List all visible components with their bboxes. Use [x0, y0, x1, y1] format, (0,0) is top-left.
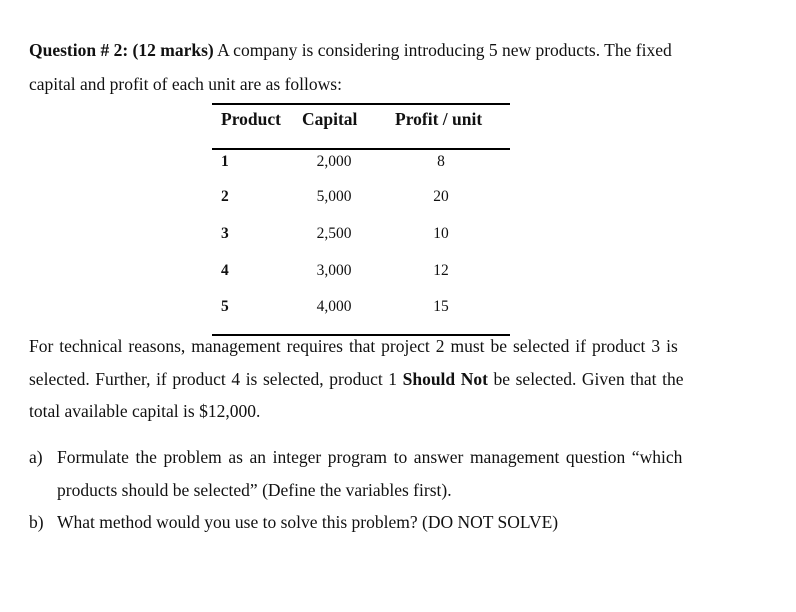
row-2-product: 2 [221, 188, 229, 205]
row-1-profit: 8 [437, 153, 445, 170]
row-3-profit: 10 [433, 225, 449, 242]
table-header-rule [212, 148, 510, 150]
row-5-product: 5 [221, 298, 229, 315]
row-1-capital: 2,000 [316, 153, 352, 170]
row-3-product: 3 [221, 225, 229, 242]
header-profit-per-unit: Profit / unit [395, 109, 483, 129]
body-line-2-text-a: selected. Further, if product 4 is selected, product 1 [29, 369, 403, 389]
part-b-marker: b) [29, 512, 44, 532]
row-4-profit: 12 [433, 262, 449, 279]
row-5-profit: 15 [433, 298, 449, 315]
body-line-3: total available capital is $12,000. [29, 401, 261, 421]
part-b-line-1: What method would you use to solve this problem? (DO NOT SOLVE) [57, 512, 559, 532]
body-line-2-text-b: be selected. Given that the [487, 369, 684, 389]
row-3-capital: 2,500 [316, 225, 352, 242]
row-4-product: 4 [221, 262, 229, 279]
body-line-1: For technical reasons, management requires that project 2 must be selected if product 3 is [29, 336, 678, 356]
question-intro-line-2: capital and profit of each unit are as follows: [29, 74, 342, 94]
table-top-rule [212, 103, 510, 105]
row-5-capital: 4,000 [316, 298, 352, 315]
body-line-2-emphasis: Should Not [402, 369, 488, 389]
part-a-line-1: Formulate the problem as an integer program to answer management question “which [57, 447, 683, 467]
row-2-capital: 5,000 [316, 188, 352, 205]
question-intro-text: A company is considering introducing 5 new products. The fixed [213, 40, 672, 60]
question-intro-line-1 [29, 40, 672, 61]
row-2-profit: 20 [433, 188, 449, 205]
part-a-marker: a) [29, 447, 43, 467]
header-capital: Capital [302, 109, 358, 129]
body-line-2 [29, 369, 683, 390]
row-4-capital: 3,000 [316, 262, 352, 279]
question-label: Question # 2: (12 marks) [29, 40, 214, 60]
row-1-product: 1 [221, 153, 229, 170]
header-product: Product [221, 109, 281, 129]
part-a-line-2: products should be selected” (Define the variables first). [57, 480, 452, 500]
